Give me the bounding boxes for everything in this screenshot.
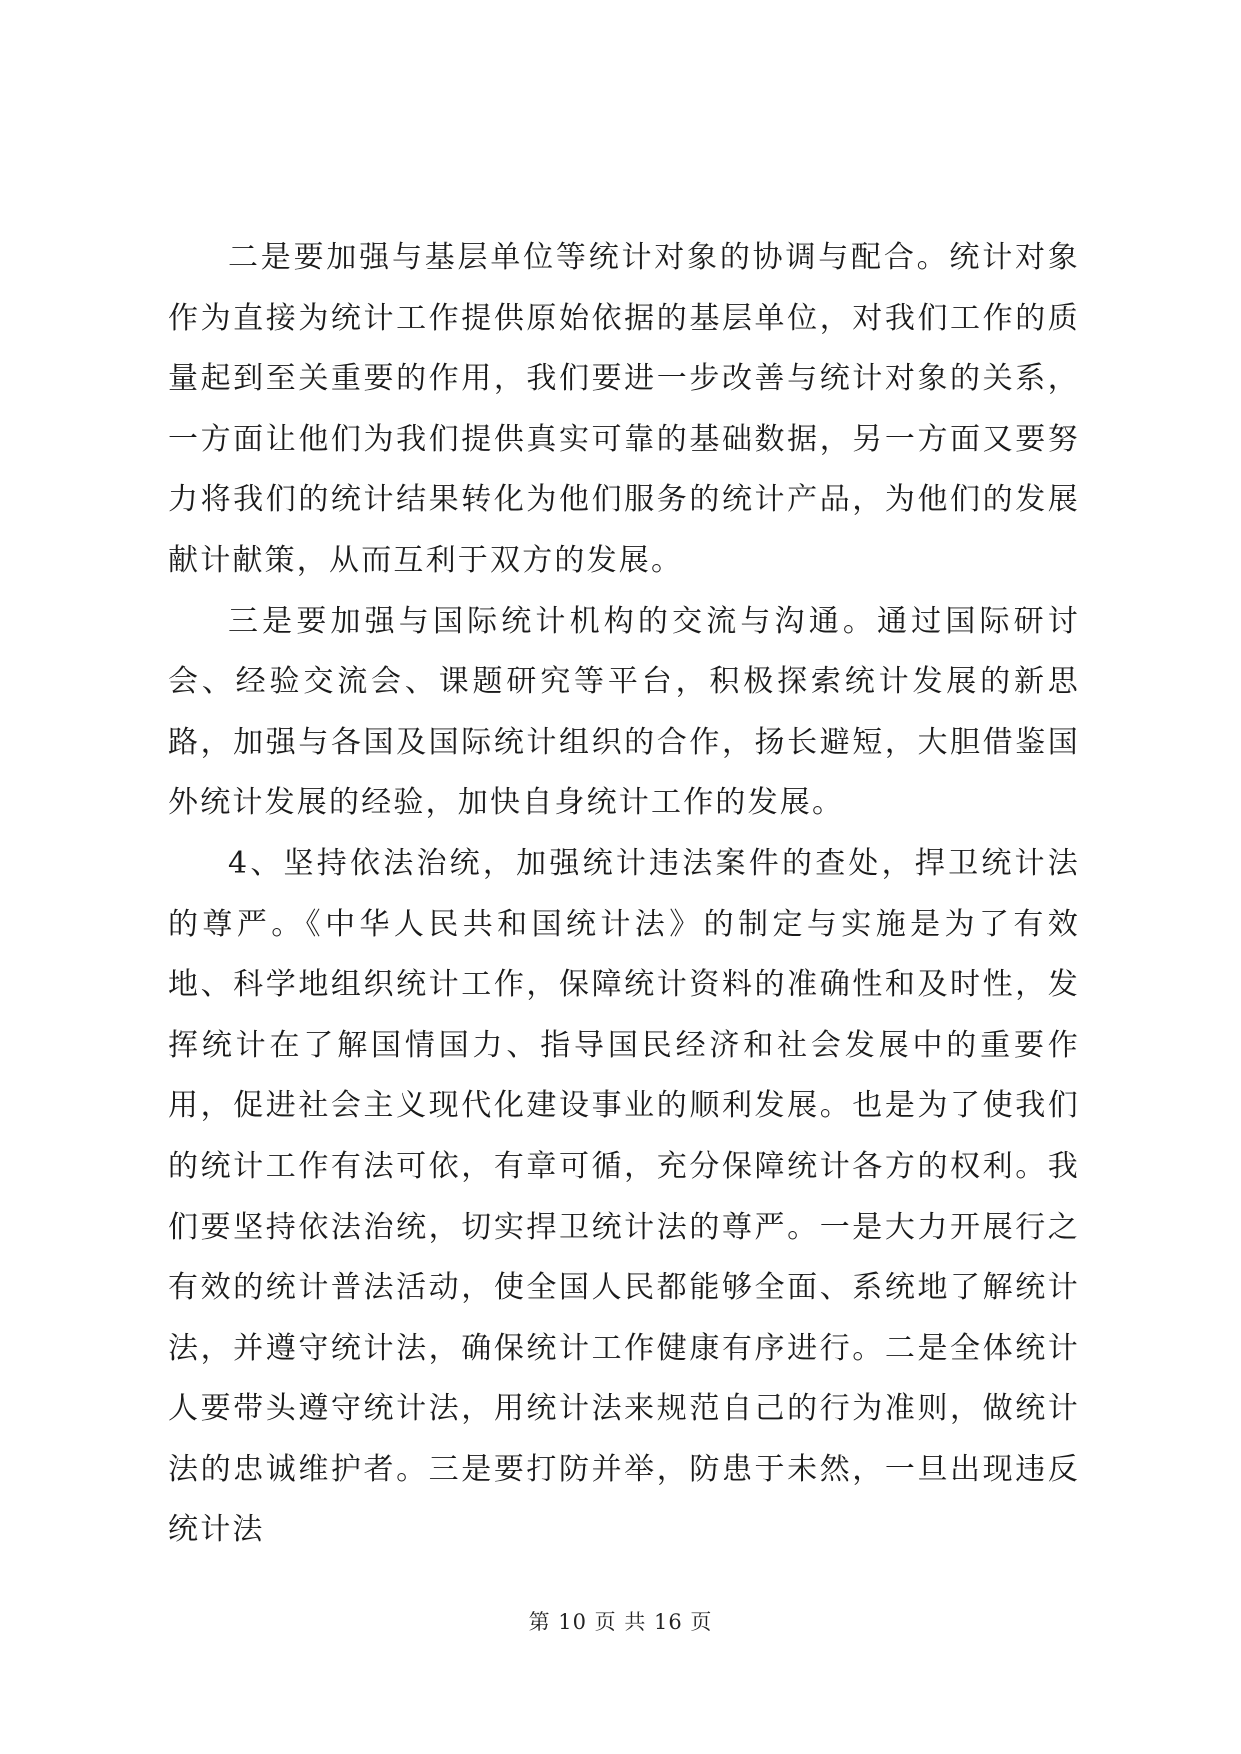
page-number-footer: 第 10 页 共 16 页	[528, 1610, 713, 1634]
paragraph: 4、坚持依法治统，加强统计违法案件的查处，捍卫统计法的尊严。《中华人民共和国统计法》的制定与实施是为了有效地、科学地组织统计工作，保障统计资料的准确性和及时性，发挥统计在了解国情国力、指导国民经济和社会发展中的重要作用，促进社会主义现代化建设事业的顺利发展。也是为了使我们的统计工作有法可依，有章可循，充分保障统计各方的权利。我们要坚持依法治统，切实捍卫统计法的尊严。一是大力开展行之有效的统计普法活动，使全国人民都能够全面、系统地了解统计法，并遵守统计法，确保统计工作健康有序进行。二是全体统计人要带头遵守统计法，用统计法来规范自己的行为准则，做统计法的忠诚维护者。三是要打防并举，防患于未然，一旦出现违反统计法	[168, 845, 1080, 1548]
paragraph: 三是要加强与国际统计机构的交流与沟通。通过国际研讨会、经验交流会、课题研究等平台，积极探索统计发展的新思路，加强与各国及国际统计组织的合作，扬长避短，大胆借鉴国外统计发展的经验，加快自身统计工作的发展。	[168, 603, 1080, 821]
document-body	[168, 228, 1080, 1561]
paragraph: 二是要加强与基层单位等统计对象的协调与配合。统计对象作为直接为统计工作提供原始依据的基层单位，对我们工作的质量起到至关重要的作用，我们要进一步改善与统计对象的关系，一方面让他们为我们提供真实可靠的基础数据，另一方面又要努力将我们的统计结果转化为他们服务的统计产品，为他们的发展献计献策，从而互利于双方的发展。	[168, 240, 1080, 578]
